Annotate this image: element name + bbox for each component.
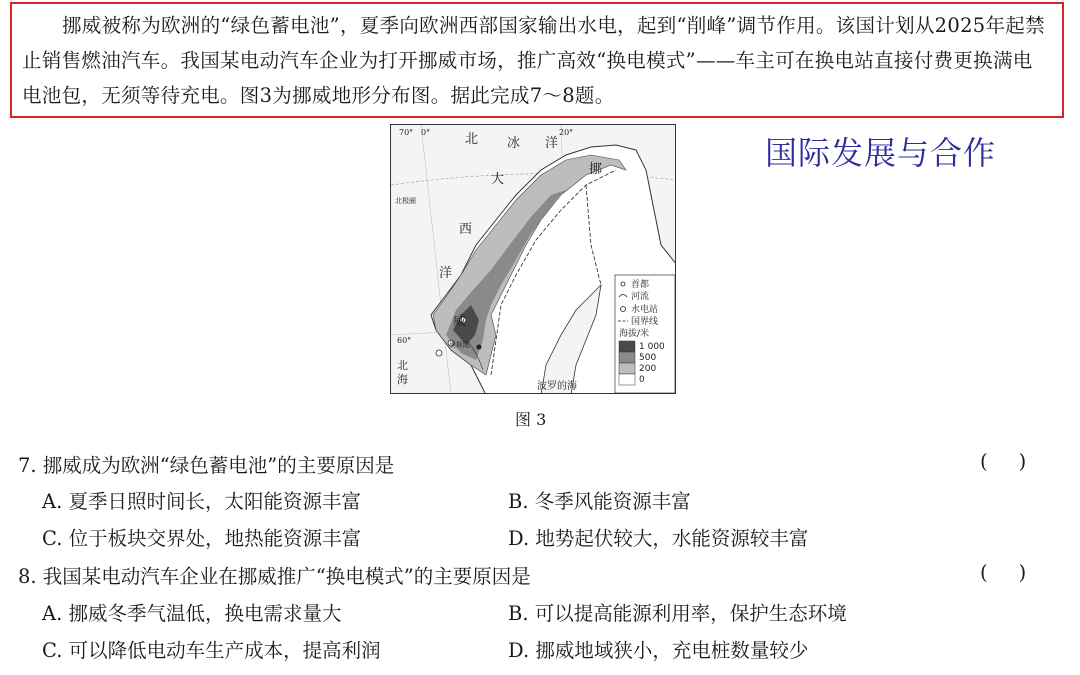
label-baltic-sea: 波罗的海: [537, 381, 577, 392]
label-north-sea-bei: 北: [397, 359, 408, 372]
capital-icon: [477, 345, 482, 350]
lat-label-60: 60°: [397, 336, 412, 345]
legend-elev-0: 0: [639, 375, 645, 385]
q8-stem: 8. 我国某电动汽车企业在挪威推广“换电模式”的主要原因是: [18, 565, 531, 588]
legend-swatch-1000: [619, 341, 635, 352]
q8-option-c[interactable]: C. 可以降低电动车生产成本，提高利润: [42, 639, 381, 662]
q7-answer-paren: ( ): [980, 450, 1027, 473]
q7-stem: 7. 挪威成为欧洲“绿色蓄电池”的主要原因是: [18, 454, 395, 477]
legend-elev-1000: 1 000: [639, 342, 665, 352]
legend-elev-200: 200: [639, 364, 657, 374]
label-arctic-yang: 洋: [545, 136, 559, 151]
legend-elev-500: 500: [639, 353, 657, 363]
topic-tag: 国际发展与合作: [765, 134, 997, 172]
label-norway-wei: 威: [453, 314, 467, 329]
legend-elev-title: 海拔/米: [619, 329, 650, 339]
q7-option-b[interactable]: B. 冬季风能资源丰富: [508, 490, 691, 513]
label-arctic-bei: 北: [465, 132, 479, 147]
label-arctic-circle: 北极圈: [395, 197, 416, 205]
label-atlantic-da: 大: [491, 172, 505, 187]
map-svg: [391, 125, 676, 394]
lon-label-20: 20°: [559, 128, 574, 137]
label-north-sea-hai: 海: [397, 373, 408, 386]
q8-answer-paren: ( ): [980, 561, 1027, 584]
passage-text: 挪威被称为欧洲的“绿色蓄电池”，夏季向欧洲西部国家输出水电，起到“削峰”调节作用。该国计划从2025年起禁止销售燃油汽车。我国某电动汽车企业为打开挪威市场，推广高效“换电模式”——车主可在换电站直接付费更换满电电池包，无须等待充电。图3为挪威地形分布图。据此完成7～8题。: [22, 14, 1045, 107]
legend-swatch-500: [619, 352, 635, 363]
legend-river: 河流: [631, 292, 650, 302]
norway-terrain-map: [390, 124, 676, 394]
legend-border: 国界线: [631, 317, 659, 327]
label-atlantic-xi: 西: [459, 222, 473, 237]
lon-label-0: 0°: [421, 128, 431, 137]
q7-option-c[interactable]: C. 位于板块交界处，地热能资源丰富: [42, 527, 362, 550]
label-capital: 奥斯陆: [449, 341, 470, 349]
legend-swatch-200: [619, 363, 635, 374]
legend-capital: 首都: [631, 280, 650, 290]
figure-caption: 图 3: [515, 410, 547, 429]
legend-hydro: 水电站: [631, 305, 659, 315]
lon-label-70: 70°: [399, 128, 414, 137]
label-atlantic-yang: 洋: [439, 266, 453, 281]
q7-option-a[interactable]: A. 夏季日照时间长，太阳能资源丰富: [42, 490, 361, 513]
map-legend: [615, 275, 675, 393]
label-norway-nuo: 挪: [589, 162, 603, 177]
q7-option-d[interactable]: D. 地势起伏较大，水能资源较丰富: [508, 527, 809, 550]
legend-swatch-0: [619, 374, 635, 385]
legend-hydro-icon: [621, 307, 626, 312]
q8-option-b[interactable]: B. 可以提高能源利用率，保护生态环境: [508, 602, 847, 625]
q8-option-d[interactable]: D. 挪威地域狭小，充电桩数量较少: [508, 639, 809, 662]
label-arctic-bing: 冰: [507, 136, 521, 151]
passage-box: [10, 2, 1064, 118]
q8-option-a[interactable]: A. 挪威冬季气温低，换电需求量大: [42, 602, 342, 625]
